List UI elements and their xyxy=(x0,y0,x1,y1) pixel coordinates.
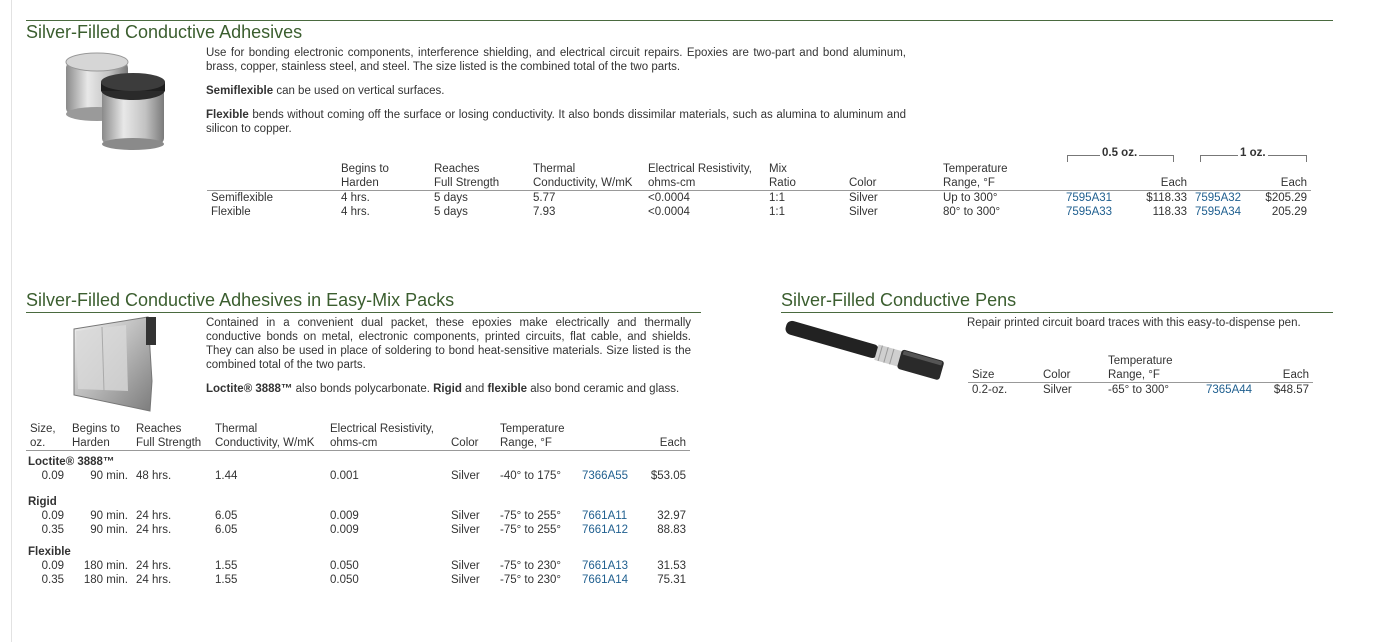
col-header: Range, °F xyxy=(496,436,578,451)
col-header: oz. xyxy=(26,436,68,451)
cell: Silver xyxy=(849,206,878,218)
price: 75.31 xyxy=(657,574,686,586)
cell: 1:1 xyxy=(769,206,785,218)
col-header: Harden xyxy=(337,176,430,191)
col-header: Harden xyxy=(68,436,132,451)
group-label: Loctite® 3888™ xyxy=(28,456,115,468)
cell: 6.05 xyxy=(215,510,238,522)
section2-description xyxy=(206,316,691,406)
col-header: Full Strength xyxy=(430,176,529,191)
col-header: Size, xyxy=(30,423,56,435)
cell: Silver xyxy=(451,560,480,572)
price: $53.05 xyxy=(650,470,686,482)
cell: 180 min. xyxy=(83,560,128,572)
col-header: Temperature xyxy=(1108,355,1173,367)
col-header: Size xyxy=(968,368,1039,383)
cell: Flexible xyxy=(211,206,251,218)
col-header: Each xyxy=(1260,368,1313,383)
page-left-border xyxy=(11,0,12,642)
section-title: Silver-Filled Conductive Pens xyxy=(781,289,1333,313)
table-row xyxy=(207,205,1311,219)
cell: 1.55 xyxy=(215,574,238,586)
table-row xyxy=(968,383,1313,398)
price: 118.33 xyxy=(1152,206,1187,218)
cell: 0.09 xyxy=(41,510,64,522)
group-rule-tick xyxy=(1173,155,1174,162)
desc-paragraph: Loctite® 3888™ also bonds polycarbonate. Rigid and flexible also bond ceramic and glass. xyxy=(206,383,680,395)
col-header: Color xyxy=(845,176,939,191)
cell: -65° to 300° xyxy=(1108,384,1169,396)
cell: 0.35 xyxy=(41,524,64,536)
part-number-link[interactable]: 7365A44 xyxy=(1206,384,1253,396)
col-header: Range, °F xyxy=(1104,368,1202,383)
cell: 24 hrs. xyxy=(136,510,172,522)
section-rule xyxy=(26,20,1333,21)
adhesives-table xyxy=(207,162,1311,219)
table-row xyxy=(26,523,690,537)
cell: 0.009 xyxy=(330,524,359,536)
section3-description xyxy=(967,316,1313,340)
price: $48.57 xyxy=(1273,384,1309,396)
desc-paragraph: Repair printed circuit board traces with this easy-to-dispense pen. xyxy=(967,317,1301,329)
col-header: Begins to xyxy=(72,423,120,435)
cell: 90 min. xyxy=(90,510,128,522)
col-header: Reaches xyxy=(136,423,182,435)
table-row xyxy=(26,573,690,587)
col-header: Range, °F xyxy=(939,176,1062,191)
cell: 0.09 xyxy=(41,470,64,482)
cell: -75° to 230° xyxy=(500,560,561,572)
cell: Silver xyxy=(849,192,878,204)
cell: 90 min. xyxy=(90,524,128,536)
part-number-link[interactable]: 7661A11 xyxy=(582,510,628,522)
section-conductive-pens xyxy=(781,289,1333,313)
col-header: Temperature xyxy=(500,423,565,435)
cell: Silver xyxy=(1043,384,1072,396)
cell: 4 hrs. xyxy=(341,192,370,204)
table-header-row xyxy=(207,176,1311,191)
cell: 24 hrs. xyxy=(136,560,172,572)
easy-mix-table xyxy=(26,422,690,587)
col-header: Thermal xyxy=(533,163,576,175)
size-group-label: 0.5 oz. xyxy=(1102,147,1138,159)
section-title: Silver-Filled Conductive Adhesives xyxy=(26,22,303,42)
price: 88.83 xyxy=(657,524,686,536)
table-header-row xyxy=(26,436,690,451)
section-conductive-adhesives xyxy=(26,20,1333,44)
cell: 5 days xyxy=(434,192,468,204)
table-header-row xyxy=(207,162,1311,176)
group-rule-tick xyxy=(1067,155,1068,162)
silver-jars-icon xyxy=(60,48,170,150)
cell: 0.050 xyxy=(330,574,359,586)
section1-description xyxy=(206,46,906,146)
table-header-row xyxy=(968,354,1313,368)
table-row xyxy=(26,559,690,573)
table-row xyxy=(26,509,690,523)
col-header: Electrical Resistivity, xyxy=(330,423,434,435)
table-header-row xyxy=(26,422,690,436)
cell: 0.09 xyxy=(41,560,64,572)
part-number-link[interactable]: 7595A31 xyxy=(1066,192,1113,204)
price: 31.53 xyxy=(657,560,686,572)
col-header: Reaches xyxy=(434,163,480,175)
part-number-link[interactable]: 7661A13 xyxy=(582,560,629,572)
cell: 7.93 xyxy=(533,206,556,218)
col-header: Temperature xyxy=(943,163,1008,175)
cell: 1.44 xyxy=(215,470,238,482)
cell: -75° to 255° xyxy=(500,524,561,536)
col-header: Ratio xyxy=(765,176,845,191)
cell: 0.35 xyxy=(41,574,64,586)
part-number-link[interactable]: 7366A55 xyxy=(582,470,629,482)
cell: -40° to 175° xyxy=(500,470,561,482)
table-row xyxy=(207,191,1311,206)
cell: 6.05 xyxy=(215,524,238,536)
cell: 5 days xyxy=(434,206,468,218)
cell: 24 hrs. xyxy=(136,524,172,536)
cell: <0.0004 xyxy=(648,192,690,204)
cell: 0.2-oz. xyxy=(972,384,1008,396)
col-header: ohms-cm xyxy=(326,436,447,451)
col-header: Color xyxy=(1039,368,1104,383)
section-easy-mix-packs xyxy=(26,289,701,313)
cell: Silver xyxy=(451,524,480,536)
cell: 0.001 xyxy=(330,470,359,482)
size-group-label: 1 oz. xyxy=(1240,147,1266,159)
cell: -75° to 255° xyxy=(500,510,561,522)
part-number-link[interactable]: 7595A34 xyxy=(1195,206,1242,218)
col-header: Mix xyxy=(769,163,787,175)
desc-paragraph: Semiflexible can be used on vertical surfaces. xyxy=(206,85,445,97)
cell: 0.050 xyxy=(330,560,359,572)
col-header: Full Strength xyxy=(132,436,211,451)
cell: 1:1 xyxy=(769,192,785,204)
cell: Silver xyxy=(451,470,480,482)
cell: 48 hrs. xyxy=(136,470,172,482)
desc-paragraph: Contained in a convenient dual packet, these epoxies make electrically and thermally conductive bonds on metal, electronic components, printed circuits, flat cable, and shields. They can also be used in place of soldering to bond heat-sensitive materials. Size listed is the combined total of the two parts. xyxy=(206,317,691,371)
table-row xyxy=(26,469,690,483)
col-header: Conductivity, W/mK xyxy=(211,436,326,451)
cell: -75° to 230° xyxy=(500,574,561,586)
cell: 90 min. xyxy=(90,470,128,482)
dual-packet-icon xyxy=(66,315,160,413)
cell: 24 hrs. xyxy=(136,574,172,586)
cell: Silver xyxy=(451,510,480,522)
group-row xyxy=(26,483,690,509)
part-number-link[interactable]: 7595A33 xyxy=(1066,206,1113,218)
conductive-pen-icon xyxy=(780,312,950,392)
col-header: Each xyxy=(638,436,690,451)
cell: 0.009 xyxy=(330,510,359,522)
part-number-link[interactable]: 7595A32 xyxy=(1195,192,1242,204)
part-number-link[interactable]: 7661A14 xyxy=(582,574,629,586)
col-header: Each xyxy=(1127,176,1191,191)
price: $118.33 xyxy=(1146,192,1187,204)
group-rule-tick xyxy=(1200,155,1201,162)
group-label: Flexible xyxy=(28,546,71,558)
section-title: Silver-Filled Conductive Adhesives in Easy-Mix Packs xyxy=(26,289,701,313)
pens-table xyxy=(968,354,1313,397)
cell: Silver xyxy=(451,574,480,586)
cell: Up to 300° xyxy=(943,192,998,204)
col-header: Conductivity, W/mK xyxy=(529,176,644,191)
price: 205.29 xyxy=(1271,206,1307,218)
col-header: Electrical Resistivity, xyxy=(648,163,752,175)
cell: 80° to 300° xyxy=(943,206,1001,218)
col-header: Each xyxy=(1258,176,1311,191)
cell: <0.0004 xyxy=(648,206,690,218)
table-header-row xyxy=(968,368,1313,383)
price: $205.29 xyxy=(1265,192,1307,204)
group-label: Rigid xyxy=(28,496,57,508)
col-header: Thermal xyxy=(215,423,258,435)
col-header: ohms-cm xyxy=(644,176,765,191)
cell: 5.77 xyxy=(533,192,556,204)
desc-paragraph: Use for bonding electronic components, interference shielding, and electrical circuit repairs. Epoxies are two-part and bond aluminum, brass, copper, stainless steel, and steel. The size listed is the combined total of the two parts. xyxy=(206,47,906,73)
cell: Semiflexible xyxy=(211,192,273,204)
cell: 180 min. xyxy=(83,574,128,586)
price: 32.97 xyxy=(657,510,686,522)
group-row xyxy=(26,451,690,470)
group-rule-tick xyxy=(1306,155,1307,162)
col-header: Begins to xyxy=(341,163,389,175)
desc-paragraph: Flexible bends without coming off the surface or losing conductivity. It also bonds dissimilar materials, such as alumina to aluminum and silicon to copper. xyxy=(206,109,906,135)
cell: 1.55 xyxy=(215,560,238,572)
group-row xyxy=(26,537,690,559)
col-header: Color xyxy=(447,436,496,451)
cell: 4 hrs. xyxy=(341,206,370,218)
part-number-link[interactable]: 7661A12 xyxy=(582,524,629,536)
